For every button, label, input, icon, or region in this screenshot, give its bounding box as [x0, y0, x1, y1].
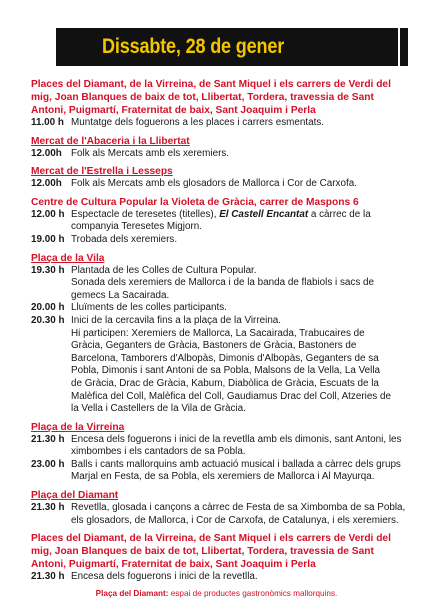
schedule-section — [31, 532, 411, 584]
event-time: 11.00 h — [31, 117, 64, 128]
section-heading: Centre de Cultura Popular la Violeta de Gràcia, carrer de Maspons 6 — [31, 196, 359, 208]
schedule-section — [31, 165, 411, 191]
event-time: 20.00 h — [31, 302, 65, 314]
event-time: 19.00 h — [31, 233, 65, 245]
event-text: Muntatge dels foguerons a les places i carrers esmentats. — [71, 117, 325, 128]
event-row — [31, 117, 411, 130]
section-heading: Places del Diamant, de la Virreina, de Sant Miquel i els carrers de Verdi del mig, Joan Blanques de baix de tot, Llibertat, Tordera, travessia de Sant Antoni, Puigmartí, Fraternitat de baix, Sant Joaquim i Perla — [31, 533, 391, 571]
section-heading: Mercat de l'Abaceria i la Llibertat — [31, 135, 190, 147]
schedule-section — [31, 421, 411, 484]
event-text: Balls i cants mallorquins amb actuació musical i ballada a càrrec dels grups — [71, 458, 401, 470]
event-time: 21.30 h — [31, 433, 65, 445]
event-time: 21.30 h — [31, 502, 65, 514]
event-text-continued: gemecs La Sacairada. — [71, 289, 170, 301]
date-header-bar — [56, 28, 398, 66]
event-text-continued: Pobla, Dimonis i sant Antoni de sa Pobla, Malsons de la Vella, La Vella — [71, 365, 381, 377]
event-row — [31, 148, 411, 161]
event-time: 12.00h — [31, 147, 62, 159]
event-row — [31, 502, 411, 515]
event-row — [31, 265, 411, 278]
event-text-continued: de Gràcia, Drac de Gràcia, Kabum, Diabòlica de Gràcia, Escuats de la — [71, 377, 379, 389]
event-text: Encesa dels foguerons i inici de la revetlla amb els dimonis, sant Antoni, les — [71, 433, 402, 445]
event-text-continued: Sonada dels xeremiers de Mallorca i de la banda de flabiols i sacs de — [71, 277, 375, 289]
show-title: El Castell Encantat — [219, 208, 309, 220]
event-time: 12.00h — [31, 178, 62, 190]
event-text-continued: ximbombes i els cantadors de sa Pobla. — [71, 446, 246, 458]
event-text-continued: la Vella i Castellers de la Vila de Gràcia. — [71, 403, 246, 415]
header-end-block — [400, 28, 408, 66]
event-time: 21.30 h — [31, 571, 65, 583]
schedule-section — [31, 78, 411, 130]
section-heading: Plaça de la Vila — [31, 252, 105, 264]
event-row — [31, 434, 411, 447]
event-row — [31, 315, 411, 328]
event-text: Revetlla, glosada i cançons a càrrec de Festa de sa Ximbomba de sa Pobla, — [71, 502, 406, 514]
event-text-part: a càrrec de la — [310, 208, 371, 220]
schedule-section — [31, 489, 411, 527]
event-row — [31, 459, 411, 472]
event-row — [31, 302, 411, 315]
event-text: Plantada de les Colles de Cultura Popular. — [71, 264, 257, 276]
section-heading: Plaça del Diamant — [31, 490, 119, 502]
event-text-continued: Marjal en Festa, de sa Pobla, els xeremiers de Mallorca i Al Mayurqa. — [71, 471, 375, 483]
schedule-section — [31, 135, 411, 161]
event-text-continued: Gràcia, Geganters de Gràcia, Bastoners de Gràcia, Bastoners de — [71, 340, 357, 352]
event-row — [31, 571, 411, 584]
event-text: Lluïments de les colles participants. — [71, 302, 227, 314]
section-heading: Places del Diamant, de la Virreina, de Sant Miquel i els carrers de Verdi del mig, Joan Blanques de baix de tot, Llibertat, Tordera, travessia de Sant Antoni, Puigmartí, Fraternitat de baix, Sant Joaquim i Perla — [31, 79, 391, 116]
event-text-continued: Barcelona, Tamborers d'Albopàs, Dimonis d'Albopàs, Geganters de sa — [71, 352, 379, 364]
event-text-part: Espectacle de teresetes (titelles), — [71, 208, 217, 220]
event-text: Trobada dels xeremiers. — [71, 233, 178, 245]
event-text: Inici de la cercavila fins a la plaça de la Virreina. — [71, 314, 282, 326]
event-time: 20.30 h — [31, 314, 65, 326]
event-time: 19.30 h — [31, 264, 65, 276]
page-title: Dissabte, 28 de gener — [102, 35, 285, 58]
footer-text: espai de productes gastronòmics mallorquins. — [170, 589, 338, 598]
footer-note — [0, 589, 433, 598]
event-text: Encesa dels foguerons i inici de la revetlla. — [71, 571, 258, 583]
schedule-section — [31, 252, 411, 416]
date-header — [56, 28, 408, 66]
section-heading: Plaça de la Virreina — [31, 421, 125, 433]
event-row — [31, 178, 411, 191]
event-text: Folk als Mercats amb els xeremiers. — [71, 147, 230, 159]
event-text-continued: companyia Teresetes Migjorn. — [71, 221, 202, 233]
event-text-continued: els glosadors, de Mallorca, i Cor de Carxofa, de Catalunya, i els xeremiers. — [71, 514, 399, 526]
event-text: Folk als Mercats amb els glosadors de Mallorca i Cor de Carxofa. — [71, 178, 357, 190]
event-text — [71, 209, 411, 222]
program-content — [31, 78, 411, 589]
event-row — [31, 209, 411, 222]
section-heading: Mercat de l'Estrella i Lesseps — [31, 166, 173, 178]
event-time: 23.00 h — [31, 458, 65, 470]
event-time: 12.00 h — [31, 208, 65, 220]
event-text-continued: Malèfica del Coll, Malèfica del Coll, Gaudiamus Drac del Coll, Atzeries de — [71, 390, 391, 402]
footer-place: Plaça del Diamant: — [95, 589, 169, 598]
schedule-section — [31, 196, 411, 247]
event-text-continued: Hi participen: Xeremiers de Mallorca, La Sacairada, Trabucaires de — [71, 327, 365, 339]
event-row — [31, 234, 411, 247]
